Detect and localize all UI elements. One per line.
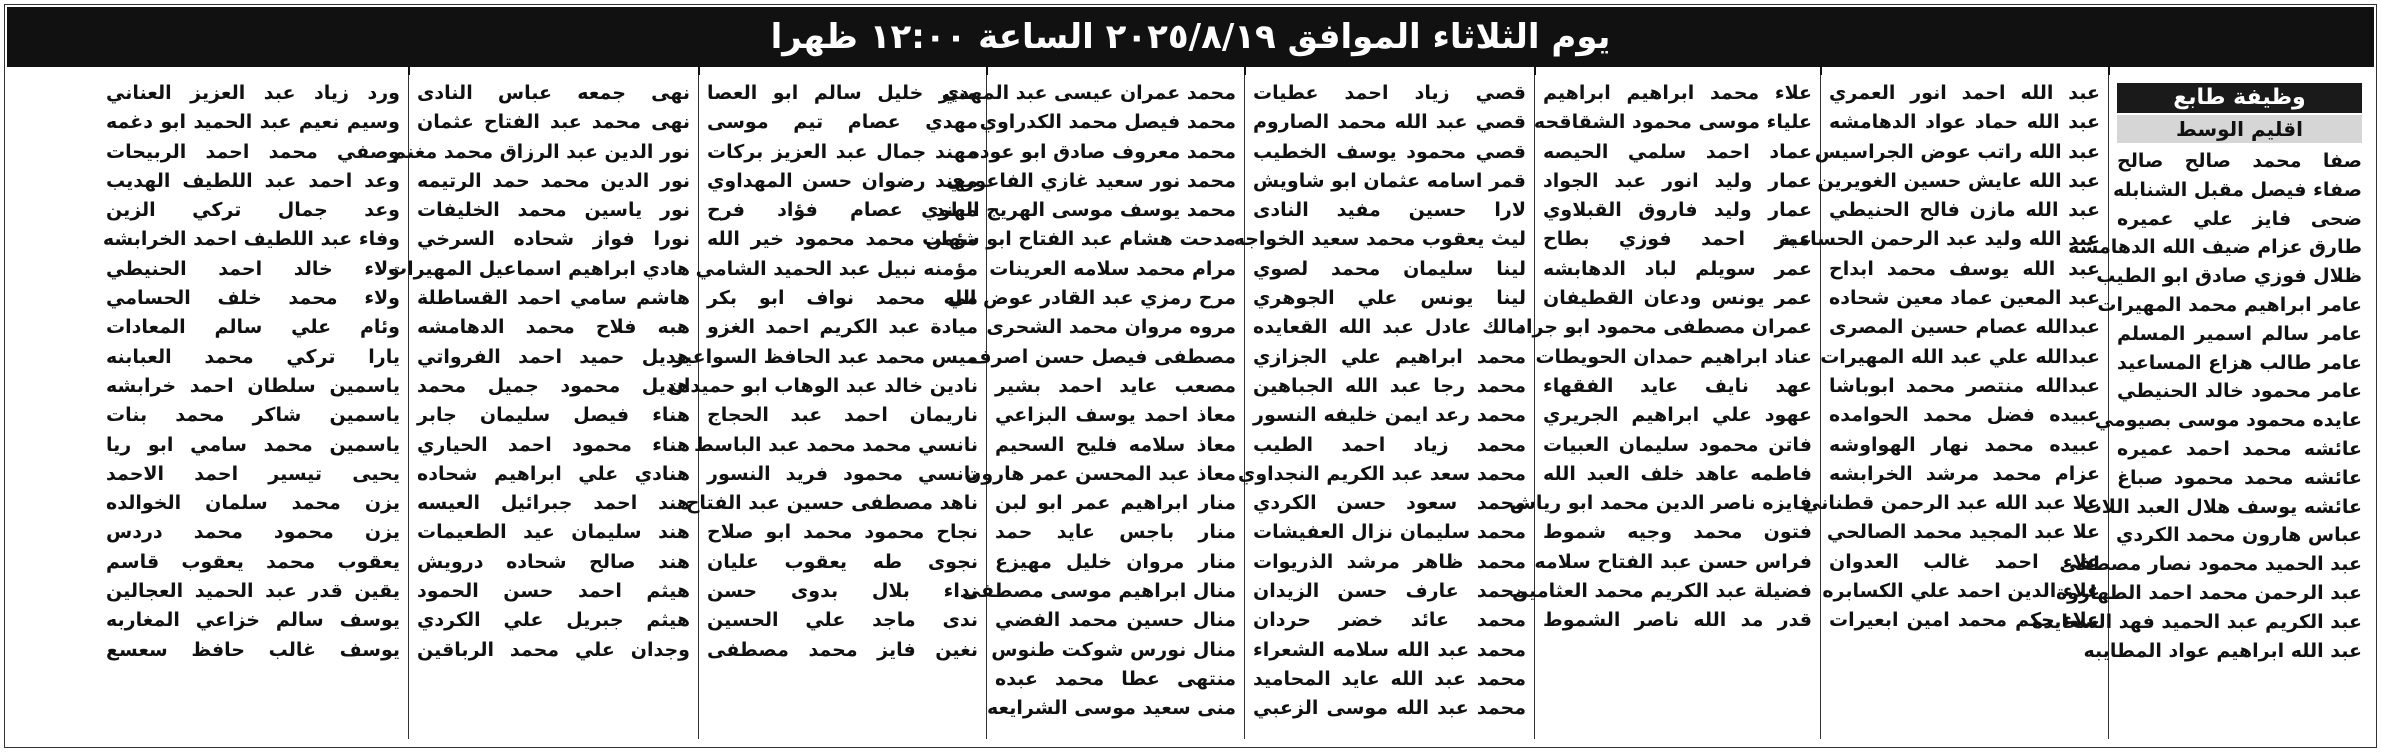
name-entry: معاذ سلامه فليح السحيم xyxy=(995,433,1236,456)
name-entry: عبد الله حماد عواد الدهامشه xyxy=(1829,111,2100,134)
name-entry: ميس محمد عبد الحافظ السواعير xyxy=(673,345,978,368)
name-entry: فتون محمد وجيه شموط xyxy=(1543,521,1812,544)
name-entry: عبد الحميد محمود نصار مصطفى xyxy=(2059,553,2362,576)
name-entry: هناء فيصل سليمان جابر xyxy=(417,404,690,427)
name-entry: مهند عصام فؤاد فرح xyxy=(707,199,978,222)
name-entry: وفاء عبد اللطيف احمد الخرابشه xyxy=(102,228,400,251)
names-column-8 xyxy=(98,75,408,739)
name-entry: ولاء خالد احمد الحنيطي xyxy=(106,257,400,280)
name-entry: عهود علي ابراهيم الجريري xyxy=(1543,404,1812,427)
name-entry: مي محمد نواف ابو بكر xyxy=(707,287,978,310)
name-entry: فاتن محمود سليمان العبيات xyxy=(1543,433,1812,456)
name-entry: علاء حكم محمد امين ابعيرات xyxy=(1829,609,2100,632)
name-entry: نورا فواز شحاده السرخي xyxy=(417,228,690,251)
name-entry: لارا حسين مفيد النادى xyxy=(1253,199,1526,222)
banner-tick xyxy=(2108,67,2110,75)
name-entry: منتهى عطا محمد عبده xyxy=(995,667,1236,690)
name-entry: محمد عبد الله سلامه الشعراء xyxy=(1253,638,1526,661)
name-entry: منار ابراهيم عمر ابو لبن xyxy=(995,492,1236,515)
name-entry: ندى ماجد علي الحسين xyxy=(707,609,978,632)
name-entry: هاشم سامي احمد القساطلة xyxy=(417,287,690,310)
name-entry: عمار وليد فاروق القبلاوي xyxy=(1543,199,1812,222)
name-entry: نجوى طه يعقوب عليان xyxy=(707,550,978,573)
name-entry: فضيلة عبد الكريم محمد العثامين xyxy=(1512,580,1812,603)
name-entry: عبد الكريم عبد الحميد فهد السعايده xyxy=(2032,610,2362,633)
banner-title: يوم الثلاثاء الموافق ٢٠٢٥/٨/١٩ الساعة ١٢:٠٠ ظهرا xyxy=(770,17,1611,57)
names-column-5 xyxy=(921,75,1244,739)
name-entry: علاء الدين احمد علي الكسابره xyxy=(1822,580,2100,603)
name-entry: محمد ظاهر مرشد الذريوات xyxy=(1253,550,1526,573)
name-entry: هنادي علي ابراهيم شحاده xyxy=(417,462,690,485)
name-entry: وعد جمال تركي الزين xyxy=(106,199,400,222)
names-list xyxy=(667,79,978,665)
name-entry: عامر ابراهيم محمد المهيرات xyxy=(2097,293,2362,316)
name-entry: مهند رضوان حسن المهداوي xyxy=(707,169,978,192)
name-entry: صفا محمد صالح صالح xyxy=(2117,150,2362,172)
name-entry: وصفي محمد احمد الربيحات xyxy=(106,140,400,163)
name-entry: عزام محمد مرشد الخرابشه xyxy=(1829,462,2100,485)
name-entry: منى سعيد موسى الشرايعه xyxy=(986,697,1236,720)
name-entry: ضحى فايز علي عميره xyxy=(2117,207,2362,230)
name-entry: وعد احمد عبد اللطيف الهديب xyxy=(106,169,400,192)
name-entry: عمران مصطفى محمود ابو جراد xyxy=(1516,316,1812,339)
name-entry: عبدالله علي عبد الله المهيرات xyxy=(1820,345,2100,368)
name-entry: ظلال فوزي صادق ابو الطيب xyxy=(2096,265,2362,288)
name-entry: عبدالله عصام حسين المصرى xyxy=(1829,316,2100,339)
date-time-banner xyxy=(7,7,2374,67)
name-entry: عبد المعين عماد معين شحاده xyxy=(1829,287,2100,310)
name-entry: منال نورس شوكت طنوس xyxy=(991,638,1236,661)
name-entry: علاء محمد ابراهيم ابراهيم xyxy=(1543,82,1812,104)
name-entry: ياسمين محمد سامي ابو ريا xyxy=(106,433,400,456)
name-entry: مروه مروان محمد الشحرى xyxy=(986,316,1236,339)
name-entry: ميادة عبد الكريم احمد الغزو xyxy=(707,316,978,339)
name-entry: يعقوب محمد يعقوب قاسم xyxy=(106,550,400,573)
name-entry: هبه فلاح محمد الدهامشه xyxy=(417,316,690,339)
name-entry: منير خليل سالم ابو العصا xyxy=(707,82,978,104)
name-entry: معاذ عبد المحسن عمر هارون xyxy=(965,462,1236,485)
banner-tick xyxy=(986,67,988,75)
names-column-1 xyxy=(2032,75,2370,739)
names-list xyxy=(1779,79,2100,636)
name-entry: طارق عزام ضيف الله الدهامشه xyxy=(2068,236,2362,259)
name-entry: نانسي محمود فريد النسور xyxy=(707,462,978,485)
name-entry: عمر احمد فوزي بطاح xyxy=(1543,228,1812,251)
name-entry: عامر سالم اسمير المسلم xyxy=(2117,322,2362,345)
name-entry: عبد الله وليد عبد الرحمن الحسامية xyxy=(1779,228,2100,251)
name-entry: وئام علي سالم المعادات xyxy=(106,316,400,339)
name-entry: ناريمان احمد عبد الحجاج xyxy=(707,404,978,427)
newspaper-page xyxy=(4,4,2377,748)
name-entry: ناهد مصطفى حسين عبد الفتاح xyxy=(685,492,978,515)
name-entry: نهى جمعه عباس النادى xyxy=(417,82,690,104)
names-list xyxy=(102,79,400,665)
name-entry: مالك عادل عبد الله القعايده xyxy=(1253,316,1526,339)
name-entry: عبد الله عايش حسين الغويرين xyxy=(1817,169,2100,192)
names-column-6 xyxy=(667,75,986,739)
name-entry: يزن محمود محمد دردس xyxy=(106,521,400,544)
banner-tick xyxy=(1244,67,1246,75)
name-entry: عماد احمد سلمي الحيصه xyxy=(1543,140,1812,163)
name-entry: قمر اسامه عثمان ابو شاويش xyxy=(1252,169,1526,192)
name-entry: ياسمين شاكر محمد بنات xyxy=(106,404,400,427)
name-entry: وجدان علي محمد الرباقين xyxy=(417,638,690,661)
name-entry: قصي زياد احمد عطيات xyxy=(1253,82,1526,104)
name-entry: فايزه ناصر الدين محمد ابو رياش xyxy=(1509,492,1812,515)
name-entry: محمد فيصل محمد الكدراوي xyxy=(979,111,1236,134)
name-entry: لينا يونس علي الجوهري xyxy=(1253,287,1526,310)
name-entry: عبد الله احمد انور العمري xyxy=(1829,82,2100,104)
banner-column-ticks xyxy=(7,67,2374,75)
name-entry: نغين فايز محمد مصطفى xyxy=(707,638,978,661)
name-entry: منار باجس عايد حمد xyxy=(995,521,1236,544)
name-entry: عبدالله منتصر محمد ابوباشا xyxy=(1829,374,2100,397)
name-entry: محمد عارف حسن الزيدان xyxy=(1253,580,1526,603)
name-entry: محمد ابراهيم علي الجزازي xyxy=(1253,345,1526,368)
name-entry: عبد الله مازن فالح الحنيطي xyxy=(1829,199,2100,222)
region-title: اقليم الوسط xyxy=(2117,115,2362,143)
name-entry: محمد سعد عبد الكريم النجداوي xyxy=(1237,462,1526,485)
name-entry: وسيم نعيم عبد الحميد ابو دغمه xyxy=(106,111,400,134)
name-entry: يقين قدر عبد الحميد العجالين xyxy=(106,580,400,603)
banner-tick xyxy=(1534,67,1536,75)
name-entry: هادي ابراهيم اسماعيل المهيرات xyxy=(388,257,690,280)
name-entry: ورد زياد عبد العزيز العناني xyxy=(106,82,400,104)
name-entry: مؤمن محمد محمود خير الله xyxy=(707,228,978,251)
banner-tick xyxy=(698,67,700,75)
name-entry: ياسمين سلطان احمد خرابشه xyxy=(106,374,400,397)
name-entry: محمد عمران عيسى عبد المهدي xyxy=(941,82,1236,104)
name-entry: منال ابراهيم موسى مصطفى xyxy=(961,580,1236,603)
name-entry: علاء احمد غالب العدوان xyxy=(1829,550,2100,573)
name-entry: عمر سويلم لباد الدهابشه xyxy=(1543,257,1812,280)
name-entry: معاذ احمد يوسف البزاعي xyxy=(995,404,1236,427)
name-entry: ولاء محمد خلف الحسامي xyxy=(106,287,400,310)
name-entry: نور الدين عبد الرزاق محمد مغنم xyxy=(392,140,690,163)
name-entry: نور ياسين محمد الخليفات xyxy=(417,199,690,222)
name-entry: عامر طالب هزاع المساعيد xyxy=(2117,351,2362,374)
name-entry: عائشه محمد احمد عميره xyxy=(2117,437,2362,460)
name-entry: مؤمنه نبيل عبد الحميد الشامي xyxy=(695,257,978,280)
name-entry: مهند جمال عبد العزيز بركات xyxy=(707,140,978,163)
name-entry: محمد نور سعيد غازي الفاعوري xyxy=(946,169,1236,192)
name-entry: محمد رجا عبد الله الجباهين xyxy=(1253,374,1526,397)
name-entry: علا عبد المجيد محمد الصالحي xyxy=(1826,521,2100,544)
name-entry: يحيى تيسير احمد الاحمد xyxy=(106,462,400,485)
name-entry: لينا سليمان محمد لصوي xyxy=(1253,257,1526,280)
banner-tick xyxy=(1820,67,1822,75)
name-entry: هديل محمود جميل محمد xyxy=(417,374,690,397)
name-entry: نهى محمد عبد الفتاح عثمان xyxy=(417,111,690,134)
job-title: وظيفة طابع xyxy=(2117,83,2362,113)
name-entry: نادين خالد عبد الوهاب ابو حميدان xyxy=(667,374,978,397)
names-columns xyxy=(13,75,2370,739)
name-entry: عمر يونس ودعان القطيفان xyxy=(1543,287,1812,310)
names-list xyxy=(1233,79,1526,724)
name-entry: عائشه محمد محمود صباغ xyxy=(2117,466,2362,489)
name-entry: محمد سليمان نزال العفيشات xyxy=(1253,521,1526,544)
name-entry: هند سليمان عيد الطعيمات xyxy=(417,521,690,544)
name-entry: محمد يوسف موسى الهريج البلوي xyxy=(921,199,1236,222)
name-entry: عناد ابراهيم حمدان الحويطات xyxy=(1535,345,1812,368)
name-entry: منار مروان خليل مهيزع xyxy=(995,550,1236,573)
name-entry: محمد عبد الله عايد المحاميد xyxy=(1253,667,1526,690)
name-entry: نور الدين محمد حمد الرتيمه xyxy=(417,169,690,192)
name-entry: محمد زياد احمد الطيب xyxy=(1253,433,1526,456)
name-entry: مصعب عايد احمد بشير xyxy=(995,374,1236,397)
name-entry: هند احمد جبرائيل العيسه xyxy=(417,492,690,515)
names-list xyxy=(921,79,1236,724)
name-entry: مرام محمد سلامه العرينات xyxy=(989,257,1236,280)
name-entry: يارا تركي محمد العبابنه xyxy=(106,345,400,368)
name-entry: هيثم احمد حسن الحمود xyxy=(417,580,690,603)
name-entry: عائشه يوسف هلال العبد اللات xyxy=(2082,495,2362,518)
names-column-2 xyxy=(1779,75,2108,739)
names-list xyxy=(1509,79,1812,636)
name-entry: يزن محمد سلمان الخوالده xyxy=(106,492,400,515)
name-entry: مهدي عصام تيم موسى xyxy=(707,111,978,134)
name-entry: عبيده محمد نهار الهواوشه xyxy=(1829,433,2100,456)
name-entry: هناء محمود احمد الحياري xyxy=(417,433,690,456)
name-entry: فاطمه عاهد خلف العبد الله xyxy=(1543,462,1812,485)
name-entry: قصي عبد الله محمد الصاروم xyxy=(1253,111,1526,134)
name-entry: عمار وليد انور عبد الجواد xyxy=(1543,169,1812,192)
name-entry: يوسف غالب حافظ سعسع xyxy=(106,638,400,661)
name-entry: هديل حميد احمد الفرواتي xyxy=(417,345,690,368)
names-column-3 xyxy=(1509,75,1820,739)
name-entry: محمد رعد ايمن خليفه النسور xyxy=(1253,404,1526,427)
name-entry: عبد الله يوسف محمد ابداح xyxy=(1829,257,2100,280)
name-entry: مرح رمزي عبد القادر عوض الله xyxy=(943,287,1236,310)
name-entry: علياء موسى محمود الشقاقحه xyxy=(1533,111,1812,134)
name-entry: محمد سعود حسن الكردي xyxy=(1253,492,1526,515)
name-entry: محمد عبد الله موسى الزعبي xyxy=(1253,697,1526,720)
names-column-7 xyxy=(388,75,698,739)
name-entry: عبد الرحمن محمد احمد الطهاروة xyxy=(2055,581,2362,604)
name-entry: يوسف سالم خزاعي المغاربه xyxy=(106,609,400,632)
name-entry: منال حسين محمد الفضي xyxy=(995,609,1236,632)
name-entry: مصطفى فيصل حسن اصرف xyxy=(969,345,1236,368)
name-entry: عامر محمود خالد الحنيطي xyxy=(2117,380,2362,403)
name-entry: عبد الله راتب عوض الجراسيس xyxy=(1814,140,2100,163)
name-entry: عهد نايف عايد الفقهاء xyxy=(1543,374,1812,397)
name-entry: عباس هارون محمد الكردي xyxy=(2115,524,2362,547)
names-column-4 xyxy=(1233,75,1534,739)
name-entry: محمد معروف صادق ابو عوده xyxy=(968,140,1236,163)
name-entry: مدحت هشام عبد الفتاح ابو شهاب xyxy=(922,228,1236,251)
banner-tick xyxy=(408,67,410,75)
name-entry: نجاح محمود محمد ابو صلاح xyxy=(707,521,978,544)
name-entry: ليث يعقوب محمد سعيد الخواجه xyxy=(1233,228,1526,251)
name-entry: فراس حسن عبد الفتاح سلامه xyxy=(1534,550,1812,573)
name-entry: هند صالح شحاده درويش xyxy=(417,550,690,573)
name-entry: نانسي محمد محمد عبد الباسط xyxy=(693,433,978,456)
name-entry: عبد الله ابراهيم عواد المطايبه xyxy=(2083,639,2362,662)
name-entry: نداء بلال بدوى حسن xyxy=(707,580,978,603)
names-list xyxy=(388,79,690,665)
name-entry: هيثم جبريل علي الكردي xyxy=(417,609,690,632)
name-entry: قدر مد الله ناصر الشموط xyxy=(1543,609,1812,632)
name-entry: قصي محمود يوسف الخطيب xyxy=(1253,140,1526,163)
name-entry: عايده محمود موسى بصيومي xyxy=(2094,409,2362,432)
names-list xyxy=(2032,147,2362,665)
name-entry: عبيده فضل محمد الحوامده xyxy=(1829,404,2100,427)
name-entry: محمد عائد خضر حردان xyxy=(1253,609,1526,632)
name-entry: علا عبد الله عبد الرحمن قطناني xyxy=(1801,492,2100,515)
name-entry: صفاء فيصل مقبل الشنابله xyxy=(2112,178,2362,201)
